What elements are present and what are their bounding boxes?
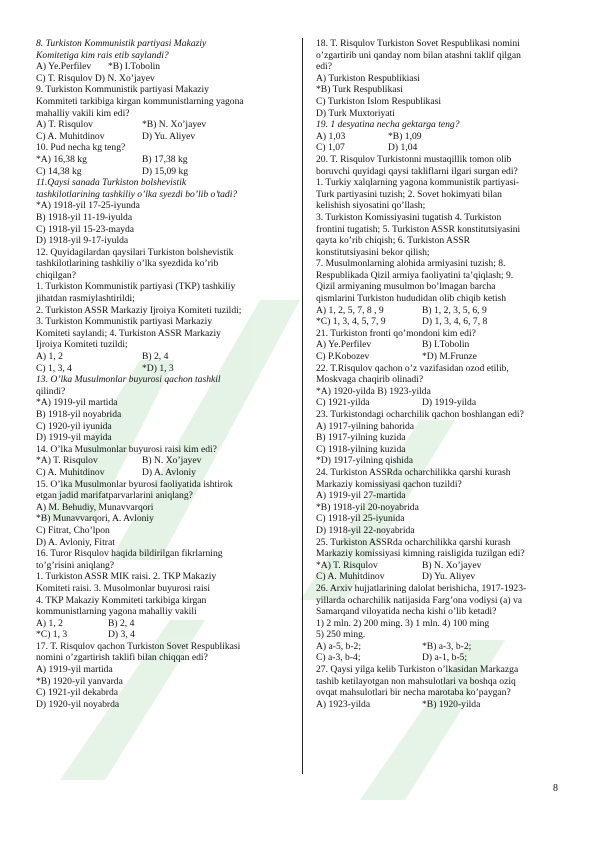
text-line: 8. Turkiston Kommunistik partiyasi Makaziy xyxy=(36,38,207,49)
answer-options-line xyxy=(36,467,288,479)
answer-options-line xyxy=(36,131,288,143)
answer-options-line xyxy=(316,641,562,653)
text-line: Markaziy komissiyasi qachon tuzildi? xyxy=(316,478,462,490)
option-left: C) P.Kobozev xyxy=(316,351,370,363)
option-left: A) a-5, b-2; xyxy=(316,640,362,652)
text-line: qismlarini Turkiston hududidan olib chiqib ketish xyxy=(316,293,507,305)
text-line: 11.Qaysi sanada Turkiston bolshevistik xyxy=(36,177,187,189)
text-line: D) 1919-yil mayida xyxy=(36,432,112,444)
text-line: 10. Pud necha kg teng? xyxy=(36,142,126,154)
answer-options-line xyxy=(36,351,288,363)
option-right: D) A. Avloniy xyxy=(142,466,196,478)
text-line: *B) Turk Respublikasi xyxy=(316,84,403,96)
answer-options-line xyxy=(36,73,288,85)
option-left: A) Ye.Perfilev xyxy=(36,61,92,73)
text-line: 17. T. Risqulov qachon Turkiston Sovet Respublikasi xyxy=(36,640,241,652)
text-line: 16. Turor Risqulov haqida bildirilgan fikrlarning xyxy=(36,548,223,560)
option-right: *B) I.Tobolin xyxy=(108,61,161,73)
answer-options-line xyxy=(316,305,562,317)
text-line: Kommiteti tarkibiga kirgan kommunistlarning yagona xyxy=(36,95,244,107)
text-line: 3. Turkiston Kommunistik partiyasi Markaziy xyxy=(36,316,213,328)
option-right: *B) a-3, b-2; xyxy=(422,640,472,652)
text-line: D) A. Avloniy, Fitrat xyxy=(36,536,115,548)
text-line: C) Turkiston Islom Respublikasi xyxy=(316,95,442,107)
text-line: 20. T. Risqulov Turkistonni mustaqillik tomon olib xyxy=(316,153,512,165)
text-line: 5) 250 ming. xyxy=(316,629,366,641)
text-line: chiqilgan? xyxy=(36,269,76,281)
option-right: *B) N. Xo’jayev xyxy=(142,119,207,131)
text-line: 26. Arxiv hujjatlarining dalolat berishicha, 1917-1923- xyxy=(316,582,527,594)
text-line: Respublikada Qizil armiya faoliyatini ta’qiqlash; 9. xyxy=(316,269,514,281)
text-line: *B) 1918-yil 20-noyabrida xyxy=(316,501,419,513)
answer-options-line xyxy=(316,131,562,143)
text-line: 1. Turkiston Kommunistik partiyasi (TKP) tashkiliy xyxy=(36,281,236,293)
text-line: B) 1917-yilning kuzida xyxy=(316,432,406,444)
text-line: B) 1918-yil 11-19-iyulda xyxy=(36,211,133,223)
option-left: C) A. Muhitdinov xyxy=(316,571,385,583)
answer-options-line xyxy=(36,166,288,178)
answer-options-line xyxy=(316,351,562,363)
option-left: A) 1, 2 xyxy=(36,351,63,363)
text-line: to’g’risini aniqlang? xyxy=(36,559,115,571)
text-line: C) 1920-yil iyunida xyxy=(36,420,112,432)
text-line: 23. Turkistondagi ocharchilik qachon boshlangan edi? xyxy=(316,409,524,420)
option-right: *D) 1, 3 xyxy=(142,362,174,374)
column-divider xyxy=(302,38,303,774)
text-line: kelishish siyosatini qo’llash; xyxy=(316,200,426,212)
text-line: nomini o’zgartirish taklifi bilan chiqqan edi? xyxy=(36,652,208,664)
text-line: C) 1918-yil 25-iyunida xyxy=(316,513,405,525)
text-line: 2. Turkiston ASSR Markaziy Ijroiya Komiteti tuzildi; xyxy=(36,304,242,316)
text-line: tashkilotlarining tashkiliy o’lka syezdi bo’lib o’tadi? xyxy=(36,188,238,200)
text-line: qayta ko’rib chiqish; 6. Turkiston ASSR xyxy=(316,235,471,247)
answer-options-line xyxy=(36,119,288,131)
answer-options-line xyxy=(316,142,562,154)
text-line: 1. Turkiy xalqlarning yagona kommunistik partiyasi- xyxy=(316,177,520,189)
text-line: o’zgartirib uni qanday nom bilan atashni taklif qilgan xyxy=(316,49,521,61)
option-left: C) a-3, b-4; xyxy=(316,652,361,664)
option-left: *C) 1, 3, 4, 5, 7, 9 xyxy=(316,316,386,328)
option-left: A) 1,03 xyxy=(316,130,346,142)
answer-options-line xyxy=(36,629,288,641)
text-line: Samarqand viloyatida necha kishi o’lib ketadi? xyxy=(316,606,497,618)
option-right: *D) M.Frunze xyxy=(422,351,477,363)
text-line: etgan jadid marifatparvarlarini aniqlang? xyxy=(36,490,193,502)
text-line: ovqat mahsulotlari bir necha marotaba ko’paygan? xyxy=(316,687,511,699)
option-right: *B) 1920-yilda xyxy=(422,698,481,710)
text-line: *B) Munavvarqori, A. Avloniy xyxy=(36,513,154,525)
option-left: C) T. Risqulov D) N. Xo’jayev xyxy=(36,72,155,84)
text-line: Markaziy komissiyasi kimning raisligida tuzilgan edi? xyxy=(316,548,525,560)
text-line: A) Turkiston Respublikiasi xyxy=(316,72,420,84)
option-right: D) 1919-yilda xyxy=(422,397,477,409)
text-line: A) 1919-yil martida xyxy=(36,664,113,676)
text-line: 14. O’lka Musulmonlar buyurosi raisi kim edi? xyxy=(36,443,217,455)
option-left: A) Ye.Perfilev xyxy=(316,339,372,351)
text-line: *D) 1917-yilning qishida xyxy=(316,455,413,467)
text-line: D) 1918-yil 22-noyabrida xyxy=(316,524,415,536)
option-right: B) 2, 4 xyxy=(142,351,169,363)
option-left: C) 14,38 kg xyxy=(36,165,82,177)
answer-options-line xyxy=(36,455,288,467)
text-line: 19. 1 desyatina necha gektarga teng? xyxy=(316,119,460,131)
text-line: D) 1918-yil 9-17-iyulda xyxy=(36,235,129,247)
text-line: *B) 1920-yil yanvarda xyxy=(36,675,123,687)
option-right: B) 1, 2, 3, 5, 6, 9 xyxy=(422,304,487,316)
text-line: 25. Turkiston ASSRda ocharchilikka qarshi kurash xyxy=(316,536,511,548)
text-line: Turk partiyasini tuzish; 2. Sovet hokimyati bilan xyxy=(316,188,502,200)
text-line: Moskvaga chaqirib olinadi? xyxy=(316,374,424,386)
answer-options-line xyxy=(36,61,288,73)
option-left: *A) 16,38 kg xyxy=(36,153,87,165)
option-left: A) 1923-yilda xyxy=(316,698,371,710)
text-line: *A) 1920-yilda B) 1923-yilda xyxy=(316,385,431,397)
text-line: konstitutsiyasini bekor qilish; xyxy=(316,246,430,258)
left-column xyxy=(36,38,288,710)
option-right: D) Yu. Aliyev xyxy=(142,130,196,142)
option-right: B) N. Xo’jayev xyxy=(142,455,202,467)
option-left: C) A. Muhitdinov xyxy=(36,466,105,478)
text-line: frontini tugatish; 5. Turkiston ASSR konstitutsiyasini xyxy=(316,223,521,235)
option-left: C) 1,07 xyxy=(316,142,345,154)
text-line: 27. Qaysi yilga kelib Turkiston o’lkasidan Markazga xyxy=(316,664,519,676)
answer-options-line xyxy=(36,618,288,630)
option-left: A) 1, 2 xyxy=(36,617,63,629)
text-line: Qizil armiyaning musulmon bo’lmagan barcha xyxy=(316,281,496,293)
text-line: D) 1920-yil noyabrda xyxy=(36,698,120,710)
text-line: tashib ketilayotgan non mahsulotlari va boshqa oziq xyxy=(316,675,516,687)
option-left: C) 1921-yilda xyxy=(316,397,370,409)
text-line: A) M. Behudiy, Munavvarqori xyxy=(36,501,154,513)
option-right: B) 2, 4 xyxy=(108,617,135,629)
text-line: 4. TKP Makaziy Kommiteti tarkibiga kirgan xyxy=(36,594,207,606)
text-line: jihatdan rasmiylashtirildi; xyxy=(36,293,135,305)
text-line: D) Turk Muxtoriyati xyxy=(316,107,395,119)
option-right: B) 17,38 kg xyxy=(142,153,188,165)
text-line: A) 1917-yilning bahorida xyxy=(316,420,415,432)
option-left: *A) T. Risqulov xyxy=(316,559,378,571)
text-line: Komiteti saylandi; 4. Turkiston ASSR Markaziy xyxy=(36,327,221,339)
option-right: D) a-1, b-5; xyxy=(422,652,468,664)
text-line: B) 1918-yil noyabrida xyxy=(36,409,122,420)
text-line: Komiteti raisi. 3. Musolmonlar buyurosi raisi xyxy=(36,582,211,594)
text-line: 9. Turkiston Kommunistik partiyasi Makaziy xyxy=(36,84,209,96)
text-line: 22. T.Risqulov qachon o’z vazifasidan ozod etilib, xyxy=(316,362,509,374)
text-line: tashkilotlarining tashkiliy o’lka syezdida ko’rib xyxy=(36,258,219,270)
text-line: C) 1918-yil 15-23-mayda xyxy=(36,223,135,235)
option-left: *A) T. Risqulov xyxy=(36,455,98,467)
text-line: C) Fitrat, Cho’lpon xyxy=(36,524,110,536)
answer-options-line xyxy=(316,397,562,409)
option-left: C) 1, 3, 4 xyxy=(36,362,72,374)
option-right: D) 1, 3, 4, 6, 7, 8 xyxy=(422,316,488,328)
option-left: A) 1, 2, 5, 7, 8 , 9 xyxy=(316,304,384,316)
option-right: D) Yu. Aliyev xyxy=(422,571,476,583)
option-right: *B) 1,09 xyxy=(388,130,422,142)
option-right: B) N. Xo’jayev xyxy=(422,559,482,571)
text-line: A) 1919-yil 27-martida xyxy=(316,490,406,502)
text-line: *A) 1919-yil martida xyxy=(36,397,118,409)
text-line: 3. Turkiston Komissiyasini tugatish 4. Turkiston xyxy=(316,211,502,223)
answer-options-line xyxy=(316,339,562,351)
option-right: D) 3, 4 xyxy=(108,629,135,641)
text-line: 12. Quyidagilardan qaysilari Turkiston bolshevistik xyxy=(36,246,234,258)
text-line: 21. Turkiston fronti qo’mondoni kim edi? xyxy=(316,327,476,339)
answer-options-line xyxy=(316,699,562,711)
text-line: Ijroiya Komiteti tuzildi; xyxy=(36,339,128,351)
text-line: 13. O’lka Musulmonlar buyurosi qachon tashkil xyxy=(36,374,221,386)
option-left: *C) 1, 3 xyxy=(36,629,68,641)
text-line: 1) 2 mln. 2) 200 ming. 3) 1 mln. 4) 100 ming xyxy=(316,617,490,629)
text-line: 15. O’lka Musulmonlar byurosi faoliyatida ishtirok xyxy=(36,478,233,490)
text-line: C) 1918-yilning kuzida xyxy=(316,443,406,455)
answer-options-line xyxy=(316,316,562,328)
text-line: edi? xyxy=(316,61,332,73)
answer-options-line xyxy=(36,363,288,375)
option-left: A) T. Risqulov xyxy=(36,119,93,131)
text-line: yillarda ocharchilik natijasida Farg’ona vodiysi (a) va xyxy=(316,594,523,606)
text-line: 18. T. Risqulov Turkiston Sovet Respublikasi nomini xyxy=(316,38,520,49)
option-right: B) I.Tobolin xyxy=(422,339,470,351)
text-line: Komitetiga kim rais etib saylandi? xyxy=(36,49,169,61)
option-left: C) A. Muhitdinov xyxy=(36,130,105,142)
text-line: 1. Turkiston ASSR MIK raisi. 2. TKP Makaziy xyxy=(36,571,217,583)
text-line: C) 1921-yil dekabrda xyxy=(36,687,119,699)
text-line: *A) 1918-yil 17-25-iyunda xyxy=(36,200,140,212)
text-line: 24. Turkiston ASSRda ocharchilikka qarshi kurash xyxy=(316,466,511,478)
text-line: qilindi? xyxy=(36,385,66,397)
option-right: D) 15,09 kg xyxy=(142,165,189,177)
text-line: kommunistlarning yagona mahalliy vakili xyxy=(36,606,197,618)
page-number: 8 xyxy=(553,783,558,794)
answer-options-line xyxy=(316,571,562,583)
text-line: boruvchi quyidagi qaysi takliflarni ilgari surgan edi? xyxy=(316,165,518,177)
answer-options-line xyxy=(316,560,562,572)
answer-options-line xyxy=(316,652,562,664)
right-column xyxy=(316,38,562,710)
answer-options-line xyxy=(36,154,288,166)
option-right: D) 1,04 xyxy=(388,142,418,154)
text-line: 7. Musulmonlarning alohida armiyasini tuzish; 8. xyxy=(316,258,506,270)
text-line: mahalliy vakili kim edi? xyxy=(36,107,130,119)
